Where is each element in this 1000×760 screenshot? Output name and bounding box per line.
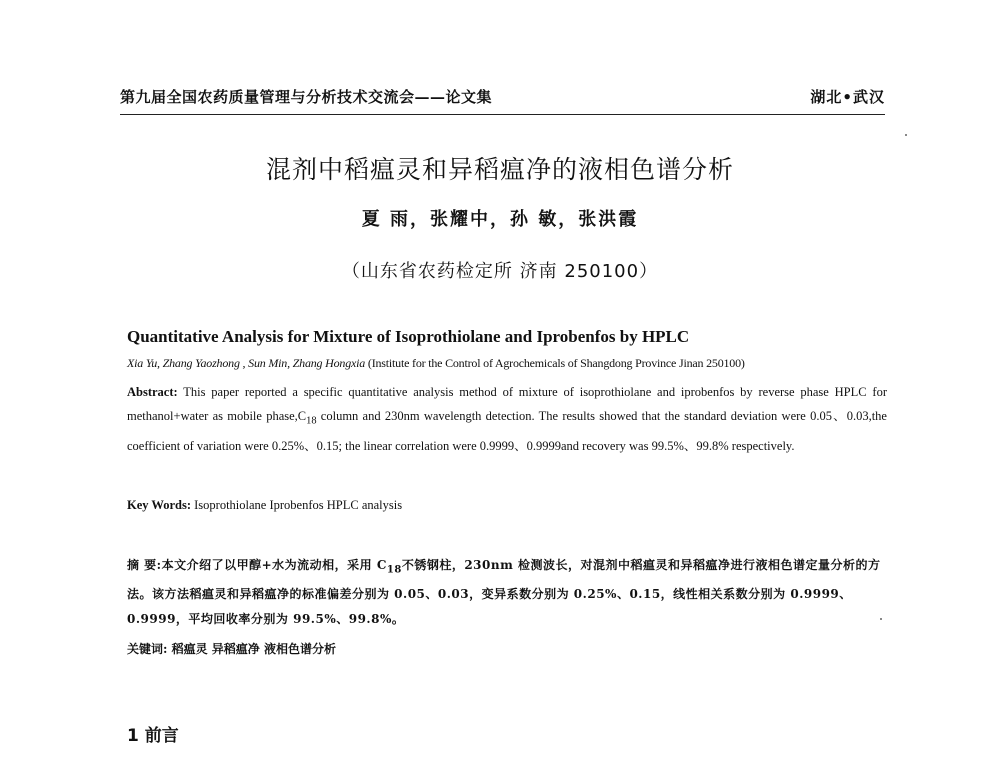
english-abstract-text-1: This paper reported a specific quantitative analysis method of mixture of isoprothiolane and iprobenfos by reverse phase HPLC for methanol+water as mobile phase,C: [127, 385, 887, 423]
paper-title: 混剂中稻瘟灵和异稻瘟净的液相色谱分析: [265, 155, 734, 184]
running-header: [120, 86, 885, 115]
chinese-keywords-label: 关键词:: [127, 642, 168, 656]
chinese-abstract-text-1: 本文介绍了以甲醇+水为流动相，采用 C: [161, 558, 387, 572]
paper-affiliation: （山东省农药检定所 济南 250100）: [341, 261, 659, 282]
scan-speck: [880, 618, 882, 620]
english-abstract-subscript: 18: [306, 415, 317, 427]
section-heading-introduction: 1 前言: [127, 726, 179, 746]
english-authors-line: [127, 356, 887, 371]
header-proceedings-title: 第九届全国农药质量管理与分析技术交流会——论文集: [120, 88, 493, 106]
chinese-keywords: [127, 640, 887, 657]
english-abstract-label: Abstract:: [127, 385, 178, 399]
chinese-abstract-label: 摘 要:: [127, 558, 162, 572]
chinese-abstract-text-2: 不锈钢柱，230nm 检测波长，对混剂中稻瘟灵和异稻瘟净进行液相色谱定量分析的方法。该方法稻瘟灵和异稻瘟净的标准偏差分别为 0.05、0.03，变异系数分别为 0.25%、0.15，线性相关系数分别为 0.9999、0.9999，平均回收率分别为 99.5%、99.8%。: [127, 558, 881, 627]
header-location: 湖北•武汉: [810, 88, 885, 106]
chinese-keywords-text: 稻瘟灵 异稻瘟净 液相色谱分析: [171, 642, 336, 656]
english-keywords: [127, 498, 887, 513]
paper-authors: 夏 雨，张耀中，孙 敏，张洪霞: [361, 209, 639, 230]
english-authors: Xia Yu, Zhang Yaozhong , Sun Min, Zhang Hongxia: [127, 356, 366, 370]
english-abstract: [127, 380, 887, 458]
chinese-abstract-subscript: 18: [386, 564, 402, 576]
english-keywords-text: Isoprothiolane Iprobenfos HPLC analysis: [191, 498, 403, 512]
english-affiliation: (Institute for the Control of Agrochemicals of Shangdong Province Jinan 250100): [367, 356, 745, 370]
scan-speck: [905, 134, 907, 136]
chinese-abstract: [127, 553, 887, 632]
english-keywords-label: Key Words:: [127, 498, 192, 512]
english-abstract-text-2: column and 230nm wavelength detection. The results showed that the standard deviation were 0.05、0.03,the coefficient of variation were 0.25%、0.15; the linear correlation were 0.9999、0.9999and recovery was 99.5%、99.8% respectively.: [127, 409, 887, 453]
english-title: Quantitative Analysis for Mixture of Isoprothiolane and Iprobenfos by HPLC: [127, 327, 690, 346]
